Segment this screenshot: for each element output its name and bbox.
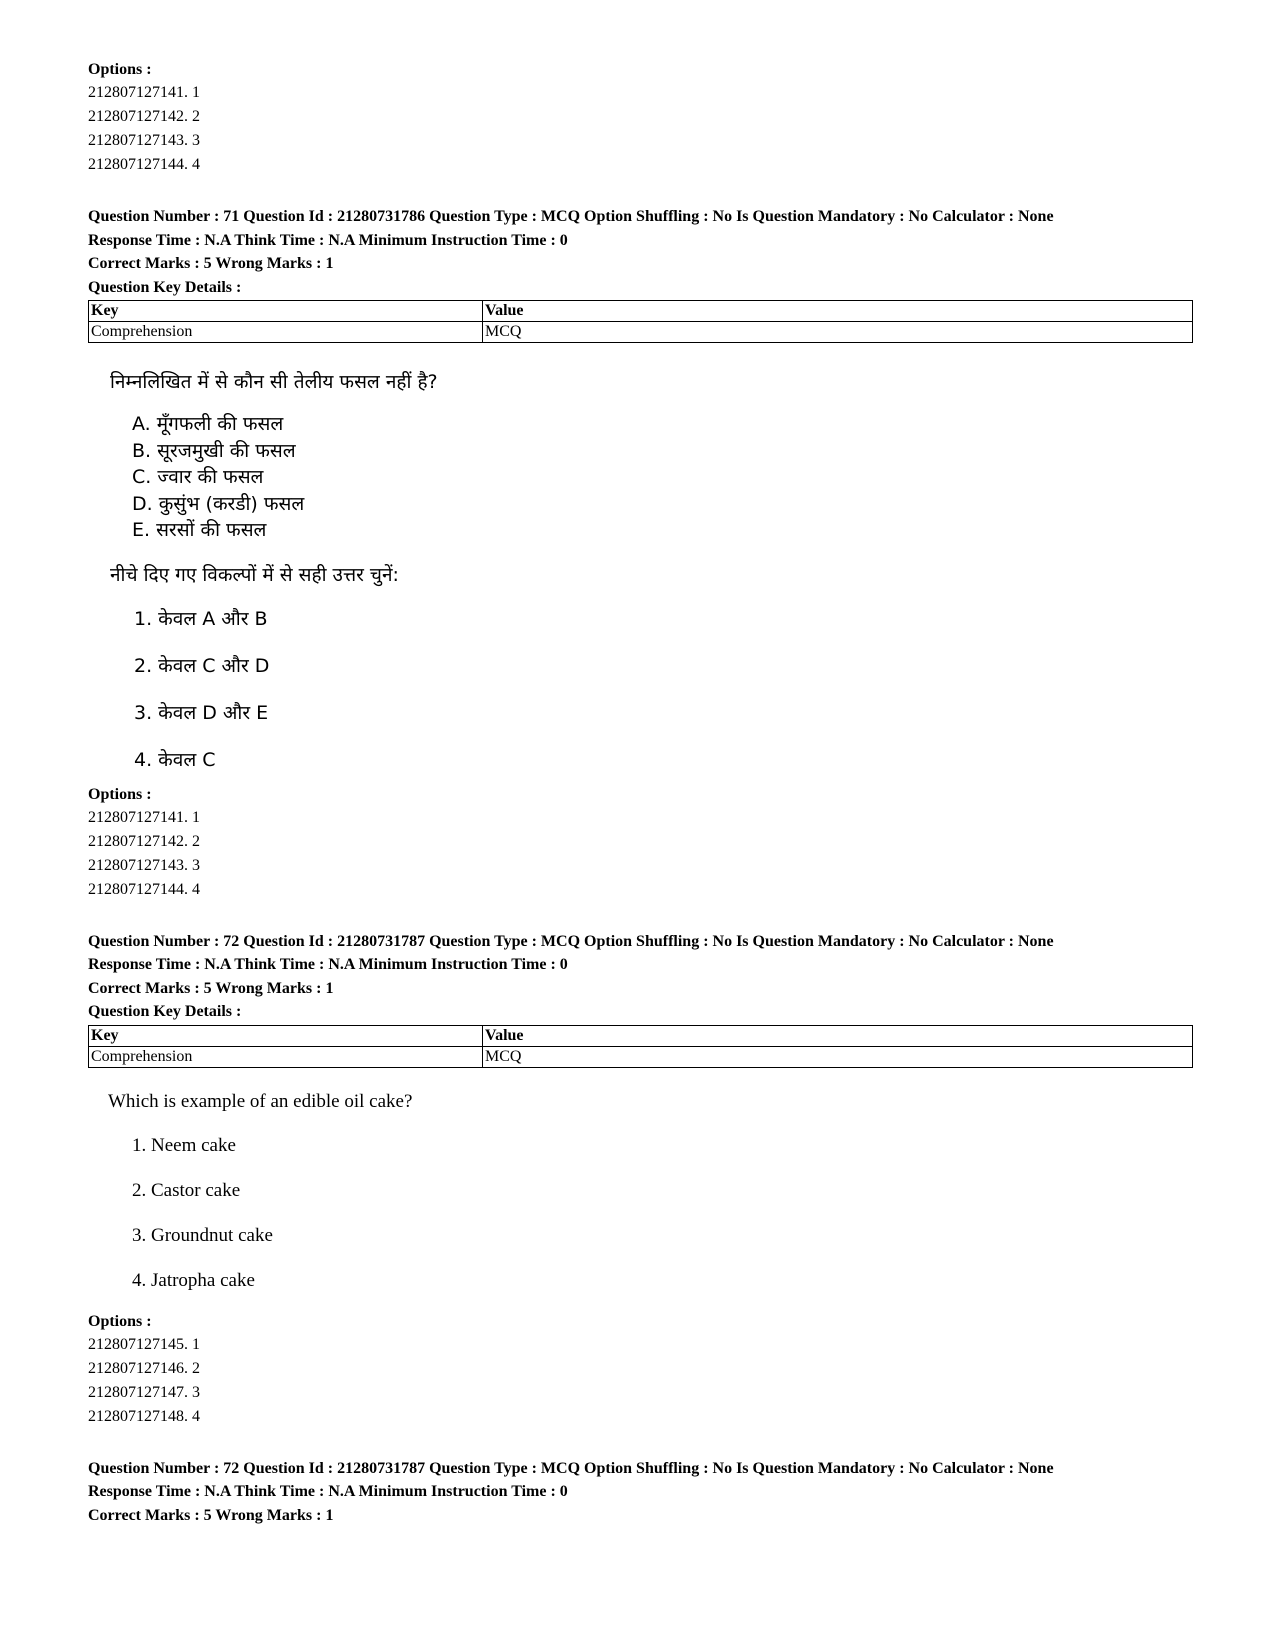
choice-list — [132, 1133, 1193, 1294]
options-block-top — [88, 58, 1193, 177]
choice-list — [134, 606, 1193, 773]
table-cell-value: MCQ — [483, 322, 1193, 343]
question-72-repeat — [88, 1457, 1193, 1528]
table-cell-value: MCQ — [483, 1046, 1193, 1067]
choice-item: 2. Castor cake — [132, 1179, 241, 1201]
option-item: 212807127142. 2 — [88, 832, 200, 850]
table-cell-key: Comprehension — [89, 322, 483, 343]
question-marks: Correct Marks : 5 Wrong Marks : 1 — [88, 979, 334, 997]
question-timing: Response Time : N.A Think Time : N.A Minimum Instruction Time : 0 — [88, 1483, 568, 1500]
options-label: Options : — [88, 785, 152, 803]
table-header-key: Key — [89, 1025, 483, 1046]
option-item: 212807127146. 2 — [88, 1359, 200, 1377]
table-header-row — [89, 301, 1193, 322]
option-item: 212807127144. 4 — [88, 156, 200, 173]
key-details-label: Question Key Details : — [88, 278, 242, 296]
question-body — [110, 369, 1193, 773]
statement-item: A. मूँगफली की फसल — [132, 413, 284, 435]
question-header: Question Number : 72 Question Id : 21280731787 Question Type : MCQ Option Shuffling : No Is Question Mandatory : No Calculator : None — [88, 1459, 1054, 1477]
question-72 — [88, 930, 1193, 1429]
statement-item: C. ज्वार की फसल — [132, 466, 264, 488]
table-header-key: Key — [89, 301, 483, 322]
option-item: 212807127143. 3 — [88, 132, 200, 149]
question-text: Which is example of an edible oil cake? — [108, 1090, 413, 1112]
option-item: 212807127143. 3 — [88, 856, 200, 874]
question-71 — [88, 205, 1193, 902]
table-header-value: Value — [483, 1025, 1193, 1046]
table-header-row — [89, 1025, 1193, 1046]
question-header: Question Number : 72 Question Id : 21280731787 Question Type : MCQ Option Shuffling : No Is Question Mandatory : No Calculator : None — [88, 932, 1054, 950]
table-row — [89, 1046, 1193, 1067]
table-row — [89, 322, 1193, 343]
question-timing: Response Time : N.A Think Time : N.A Minimum Instruction Time : 0 — [88, 956, 568, 973]
options-label: Options : — [88, 1312, 152, 1330]
table-header-value: Value — [483, 301, 1193, 322]
question-marks: Correct Marks : 5 Wrong Marks : 1 — [88, 1506, 334, 1524]
choice-item: 3. केवल D और E — [134, 701, 269, 724]
choice-item: 2. केवल C और D — [134, 654, 270, 677]
key-details-table — [88, 300, 1193, 343]
option-item: 212807127141. 1 — [88, 808, 200, 826]
choice-item: 1. Neem cake — [132, 1134, 236, 1156]
statement-item: B. सूरजमुखी की फसल — [132, 439, 296, 462]
choice-item: 1. केवल A और B — [134, 607, 268, 630]
table-cell-key: Comprehension — [89, 1046, 483, 1067]
choice-item: 4. Jatropha cake — [132, 1269, 255, 1291]
option-item: 212807127142. 2 — [88, 108, 200, 125]
question-marks: Correct Marks : 5 Wrong Marks : 1 — [88, 255, 334, 272]
options-label: Options : — [88, 61, 152, 78]
key-details-table — [88, 1025, 1193, 1068]
option-item: 212807127147. 3 — [88, 1383, 200, 1401]
instruction-text: नीचे दिए गए विकल्पों में से सही उत्तर चुनें: — [110, 563, 399, 586]
choice-item: 4. केवल C — [134, 748, 216, 771]
statement-item: D. कुसुंभ (करडी) फसल — [132, 492, 305, 515]
option-item: 212807127144. 4 — [88, 880, 200, 898]
question-timing: Response Time : N.A Think Time : N.A Minimum Instruction Time : 0 — [88, 231, 568, 249]
choice-item: 3. Groundnut cake — [132, 1224, 273, 1246]
key-details-label: Question Key Details : — [88, 1003, 242, 1020]
options-block — [88, 1310, 1193, 1429]
question-body — [108, 1089, 1193, 1294]
option-item: 212807127148. 4 — [88, 1407, 200, 1425]
option-item: 212807127141. 1 — [88, 84, 200, 101]
statement-list — [132, 411, 1193, 544]
option-item: 212807127145. 1 — [88, 1335, 200, 1353]
document-page — [88, 58, 1193, 1527]
question-text: निम्नलिखित में से कौन सी तेलीय फसल नहीं है? — [110, 371, 438, 393]
question-header: Question Number : 71 Question Id : 21280731786 Question Type : MCQ Option Shuffling : No Is Question Mandatory : No Calculator : None — [88, 208, 1054, 225]
options-block — [88, 783, 1193, 902]
statement-item: E. सरसों की फसल — [132, 519, 267, 541]
